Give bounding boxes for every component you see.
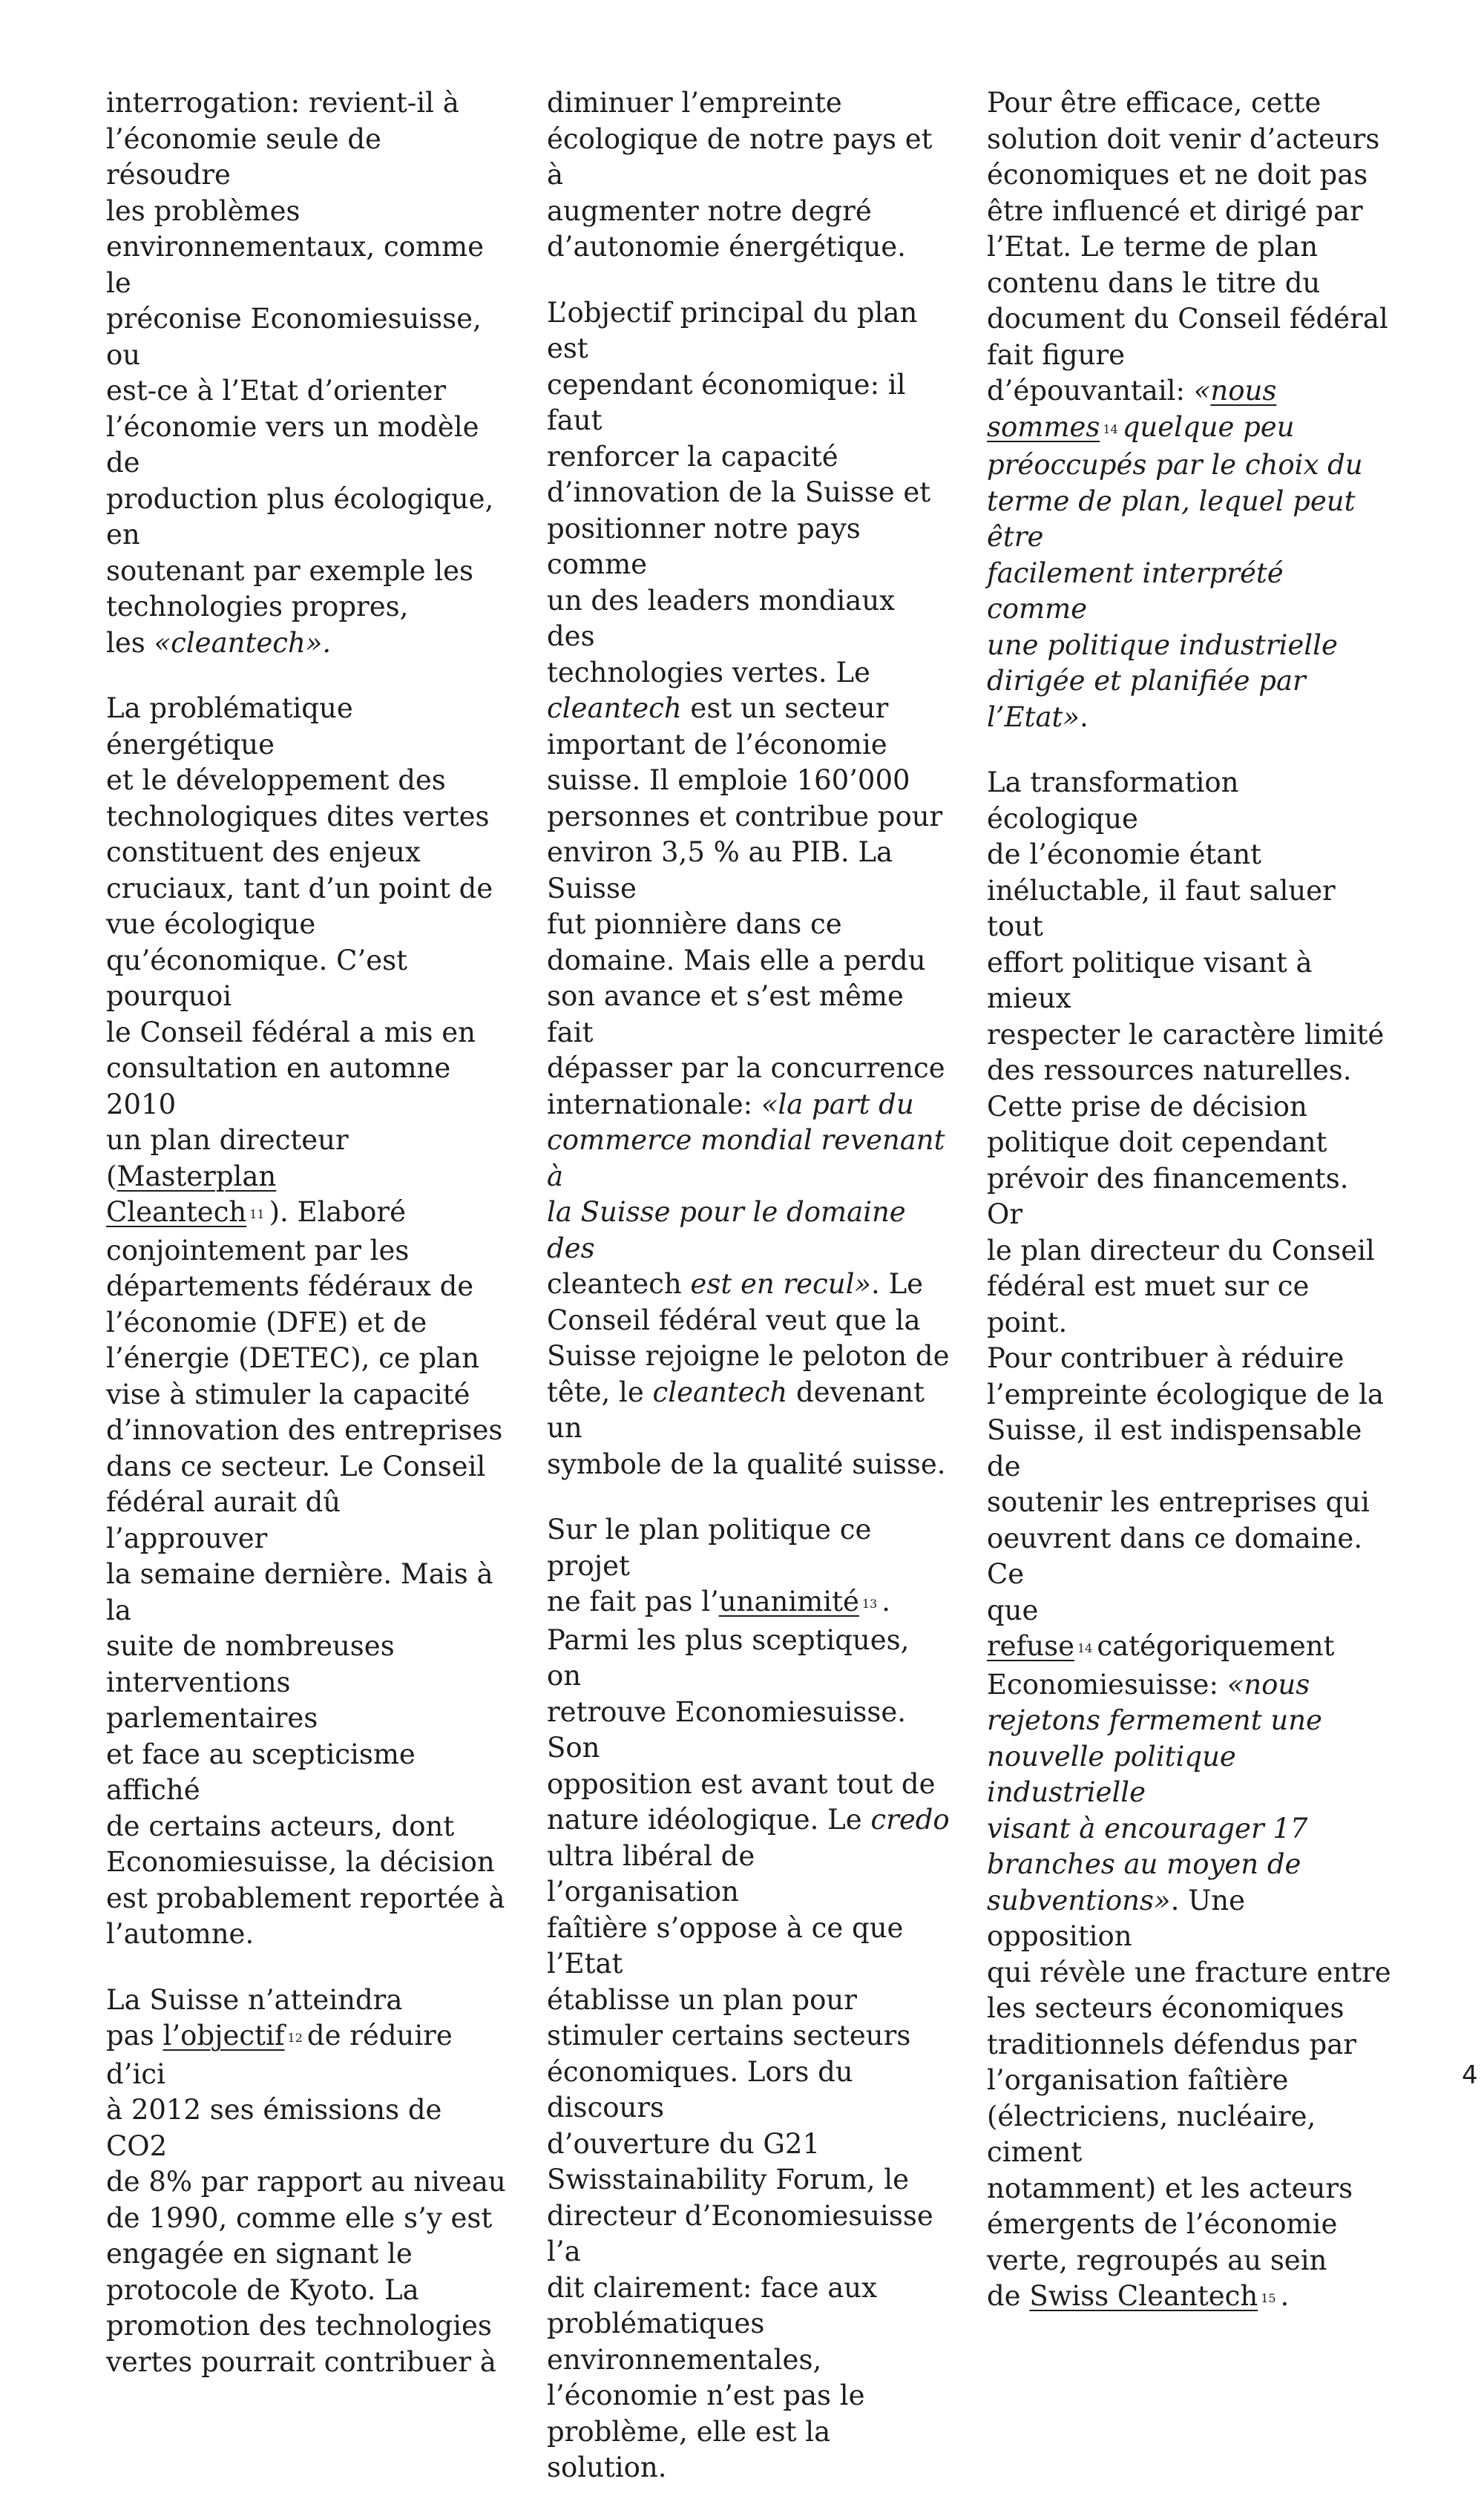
quote-italic: quelque peu préoccupés par le choix du terme de plan, lequel peut être facilement interprété comme une politique industrielle dirigée et planifiée par l’Etat»	[987, 410, 1363, 733]
text: cleantech	[547, 1268, 682, 1300]
paragraph	[547, 1512, 951, 2486]
text: . Une opposition qui révèle une fracture entre les secteurs économiques traditionnels défendus par l’organisation faîtière (électriciens, nucléaire, ciment notamment) et les acteurs émergents de l’économie verte, regroupés au sein de	[987, 1884, 1391, 2312]
link-unanimite[interactable]: unanimité	[718, 1586, 859, 1617]
text: .	[1080, 700, 1089, 733]
footnote-marker: 14	[1103, 421, 1118, 436]
text: diminuer l’empreinte écologique de notre pays et à augmenter notre degré d’autonomie énergétique.	[547, 87, 933, 263]
text: . Le Conseil fédéral veut que la Suisse rejoigne le peloton de tête, le	[547, 1268, 950, 1408]
link-swiss-cleantech[interactable]: Swiss Cleantech	[1029, 2280, 1258, 2312]
column-right	[987, 85, 1391, 2347]
text: La Suisse n’atteindra pas	[106, 1983, 403, 2052]
text-italic: «cleantech».	[154, 626, 332, 659]
text: devenant un symbole de la qualité suisse.	[547, 1376, 946, 1480]
text-italic: credo	[870, 1804, 950, 1836]
text: L’objectif principal du plan est cependant économique: il faut renforcer la capacité d’innovation de la Suisse et positionner notre pays comme un des leaders mondiaux des technologies vertes. Le	[547, 296, 931, 689]
footnote-marker: 15	[1261, 2291, 1276, 2305]
footnote-marker: 13	[861, 1597, 878, 1611]
quote-italic: «nous rejetons fermement une nouvelle politique industrielle visant à encourager 17 branches au moyen de subventions»	[987, 1668, 1322, 1916]
page-number: 4	[1462, 2060, 1478, 2090]
footnote-marker: 11	[249, 1207, 265, 1221]
link-masterplan-cleantech[interactable]: Masterplan Cleantech	[106, 1160, 277, 1228]
paragraph	[106, 1983, 510, 2381]
paragraph	[547, 85, 951, 266]
text: .	[1280, 2280, 1290, 2312]
paragraph	[106, 85, 510, 661]
text-italic: cleantech	[652, 1376, 788, 1408]
text: ). Elaboré conjointement par les départements fédéraux de l’économie (DFE) et de l’énergie (DETEC), ce plan vise à stimuler la capacité d’innovation des entreprises dans ce secteur. Le Conseil fédéral aurait dû l’approuver la semaine dernière. Mais à la suite de nombreuses interventions parlementaires et face au scepticisme affiché de certains acteurs, dont Economiesuisse, la décision est probablement reportée à l’automne.	[106, 1196, 505, 1950]
paragraph	[987, 85, 1391, 735]
footnote-marker: 12	[287, 2031, 303, 2045]
footnote-marker: 14	[1077, 1641, 1093, 1655]
column-left	[106, 85, 510, 2410]
paragraph	[106, 691, 510, 1953]
paragraph	[987, 765, 1391, 2317]
text: La problématique énergétique et le développement des technologiques dites vertes constituent des enjeux cruciaux, tant d’un point de vue écologique qu’économique. C’est pourquoi le Conseil fédéral a mis en consultation en automne 2010 un plan directeur (	[106, 692, 493, 1192]
quote-italic: «	[1193, 375, 1211, 407]
text: est un secteur important de l’économie suisse. Il emploie 160’000 personnes et contribue pour environ 3,5 % au PIB. La Suisse fut pionnière dans ce domaine. Mais elle a perdu son avance et s’est même fait dépasser par la concurrence internationale:	[547, 692, 945, 1120]
paragraph	[547, 295, 951, 1483]
link-nous-sommes-text: nous sommes	[987, 375, 1277, 443]
quote-italic: «la part du commerce mondial revenant à la Suisse pour le domaine des	[547, 1088, 945, 1264]
text: Sur le plan politique ce projet ne fait pas l’	[547, 1514, 872, 1617]
column-middle	[547, 85, 951, 2516]
text: Pour être efficace, cette solution doit venir d’acteurs économiques et ne doit pas être influencé et dirigé par l’Etat. Le terme de plan contenu dans le titre du document du Conseil fédéral fait figure d’épouvantail:	[987, 87, 1388, 407]
text: interrogation: revient-il à l’économie seule de résoudre les problèmes environnementaux, comme le préconise Economiesuisse, ou est-ce à l’Etat d’orienter l’économie vers un modèle de production plus écologique, en soutenant par exemple les technologies propres, les	[106, 87, 494, 659]
text: . Parmi les plus sceptiques, on retrouve Economiesuisse. Son opposition est avant tout de nature idéologique. Le	[547, 1586, 936, 1836]
text: de réduire d’ici à 2012 ses émissions de CO2 de 8% par rapport au niveau de 1990, comme elle s’y est engagée en signant le protocole de Kyoto. La promotion des technologies vertes pourrait contribuer à	[106, 2020, 506, 2378]
text: ultra libéral de l’organisation faîtière s’oppose à ce que l’Etat établisse un plan pour stimuler certains secteurs économiques. Lors du discours d’ouverture du G21 Swisstainability Forum, le directeur d’Economiesuisse l’a dit clairement: face aux problématiques environnementales, l’économie n’est pas le problème, elle est la solution.	[547, 1839, 933, 2483]
link-objectif[interactable]: l’objectif	[162, 2020, 285, 2052]
text: catégoriquement Economiesuisse:	[987, 1630, 1335, 1701]
text: La transformation écologique de l’économie étant inéluctable, il faut saluer tout effort politique visant à mieux respecter le caractère limité des ressources naturelles. Cette prise de décision politique doit cependant prévoir des financements. Or le plan directeur du Conseil fédéral est muet sur ce point. Pour contribuer à réduire l’empreinte écologique de la Suisse, il est indispensable de soutenir les entreprises qui oeuvrent dans ce domaine. Ce que	[987, 766, 1385, 1626]
link-refuse[interactable]: refuse	[987, 1630, 1074, 1662]
text-italic: cleantech	[547, 692, 682, 724]
quote-italic: est en recul»	[681, 1268, 872, 1300]
